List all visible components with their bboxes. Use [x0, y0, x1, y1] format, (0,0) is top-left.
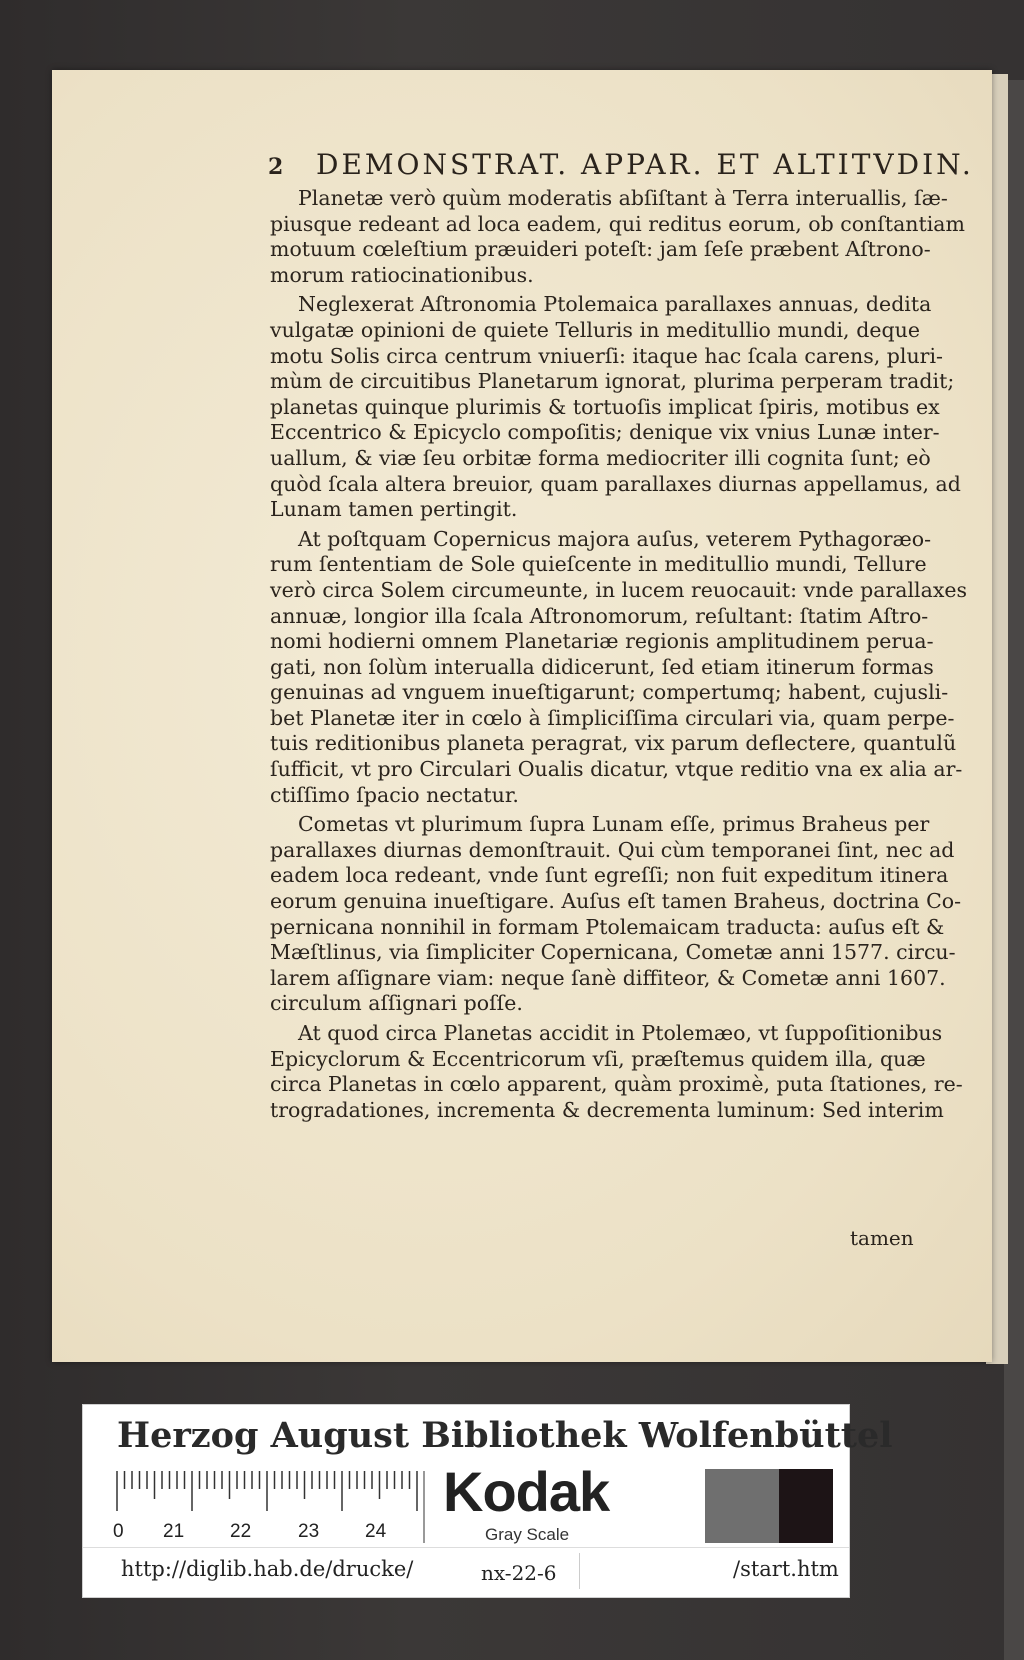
ruler-label: 23: [298, 1521, 320, 1542]
paragraph: [270, 292, 961, 522]
text-line: vulgatæ opinioni de quiete Telluris in meditullio mundi, deque: [270, 317, 920, 342]
text-line: ſufficit, vt pro Circulari Oualis dicatur, vtque reditio vna ex alia ar-: [270, 757, 963, 782]
ruler-label: 24: [365, 1521, 387, 1542]
url-left[interactable]: http://diglib.hab.de/drucke/: [121, 1557, 414, 1581]
text-line: piusque redeant ad loca eadem, qui reditus eorum, ob conſtantiam: [270, 211, 965, 236]
text-line: motuum cœleſtium præuideri poteſt: jam ſeſe præbent Aſtrono-: [270, 237, 931, 262]
text-line: rum ſententiam de Sole quieſcente in meditullio mundi, Tellure: [270, 552, 927, 577]
text-line: Epicyclorum & Eccentricorum vſi, præſtemus quidem illa, quæ: [270, 1046, 926, 1071]
text-line: mùm de circuitibus Planetarum ignorat, plurima perperam tradit;: [270, 369, 955, 394]
text-line: verò circa Solem circumeunte, in lucem reuocauit: vnde parallaxes: [270, 577, 968, 602]
text-line: circulum aſſignari poſſe.: [270, 991, 523, 1016]
text-line: bet Planetæ iter in cœlo à ſimpliciſſima circulari via, quam perpe-: [270, 705, 955, 730]
text-line: motu Solis circa centrum vniuerſi: itaque hac ſcala carens, pluri-: [270, 343, 943, 368]
text-line: annuæ, longior illa ſcala Aſtronomorum, reſultant: ſtatim Aſtro-: [270, 603, 929, 628]
library-name: Herzog August Bibliothek Wolfenbüttel: [117, 1415, 893, 1456]
text-line: ctiſſimo ſpacio nectatur.: [270, 782, 519, 807]
catchword: tamen: [850, 1226, 914, 1250]
scan-target-card: [82, 1404, 893, 1598]
text-line: eorum genuina inueſtigare. Auſus eſt tamen Braheus, doctrina Co-: [270, 889, 962, 914]
url-right[interactable]: /start.htm: [733, 1557, 839, 1581]
ruler-label: 0: [113, 1521, 124, 1542]
text-line: quòd ſcala altera breuior, quam parallaxes diurnas appellamus, ad: [270, 471, 961, 496]
text-line: uallum, & viæ ſeu orbitæ forma mediocriter illi cognita ſunt; eò: [270, 445, 931, 470]
text-line: pernicana nonnihil in formam Ptolemaicam traducta: auſus eſt &: [270, 914, 945, 939]
text-line: larem aſſignare viam: neque ſanè diffiteor, & Cometæ anni 1607.: [270, 965, 946, 990]
gray-swatch-mid: [705, 1469, 779, 1543]
running-head: [268, 148, 974, 188]
text-line: Lunam tamen pertingit.: [270, 497, 518, 522]
text-line: tuis reditionibus planeta peragrat, vix parum deflectere, quantulũ: [270, 731, 957, 756]
text-line: gati, non ſolùm interualla didicerunt, ſed etiam itinerum formas: [270, 654, 934, 679]
text-line: circa Planetas in cœlo apparent, quàm proximè, puta ſtationes, re-: [270, 1072, 963, 1097]
gray-swatch-black: [779, 1469, 833, 1543]
paragraph: [270, 186, 965, 288]
text-line: genuinas ad vnguem inueſtigarunt; compertumq; habent, cujusli-: [270, 680, 949, 705]
ruler-divider: [423, 1471, 425, 1543]
shelf-code: nx-22-6: [481, 1561, 557, 1585]
text-line: Mæſtlinus, via ſimpliciter Copernicana, Cometæ anni 1577. circu-: [270, 940, 956, 965]
page-number: 2: [268, 154, 284, 180]
url-divider: [579, 1553, 580, 1589]
text-line: nomi hodierni omnem Planetariæ regionis amplitudinem perua-: [270, 629, 934, 654]
gray-scale-label: Gray Scale: [485, 1525, 570, 1544]
text-line: Cometas vt plurimum ſupra Lunam eſſe, primus Braheus per: [298, 812, 930, 837]
card-rule: [83, 1547, 849, 1548]
paragraph: [270, 526, 968, 809]
text-line: Planetæ verò quùm moderatis abſiſtant à Terra interuallis, ſæ-: [298, 186, 948, 210]
running-head-title: DEMONSTRAT. APPAR. ET ALTITVDIN.: [316, 148, 974, 181]
text-line: Eccentrico & Epicyclo compoſitis; denique vix vnius Lunæ inter-: [270, 420, 940, 445]
ruler-label: 21: [163, 1521, 185, 1542]
text-line: At poſtquam Copernicus majora auſus, veterem Pythagoræo-: [298, 526, 932, 551]
text-line: planetas quinque plurimis & tortuoſis implicat ſpiris, motibus ex: [270, 394, 940, 419]
text-line: morum ratiocinationibus.: [270, 262, 534, 287]
kodak-logo: Kodak: [443, 1460, 610, 1523]
paragraph: [270, 1021, 963, 1123]
body-text: [270, 186, 968, 1127]
text-line: trogradationes, incrementa & decrementa luminum: Sed interim: [270, 1097, 944, 1122]
text-line: parallaxes diurnas demonſtrauit. Qui cùm temporanei ſint, nec ad: [270, 837, 955, 862]
measurement-ruler: [113, 1467, 423, 1515]
text-line: Neglexerat Aſtronomia Ptolemaica parallaxes annuas, dedita: [298, 292, 932, 317]
gray-swatch-white: [631, 1469, 705, 1543]
text-line: eadem loca redeant, vnde ſunt egreſſi; non fuit expeditum itinera: [270, 863, 949, 888]
ruler-labels: [113, 1521, 423, 1543]
text-line: At quod circa Planetas accidit in Ptolemæo, vt ſuppoſitionibus: [298, 1021, 943, 1045]
ruler-label: 22: [230, 1521, 252, 1542]
paragraph: [270, 812, 962, 1017]
